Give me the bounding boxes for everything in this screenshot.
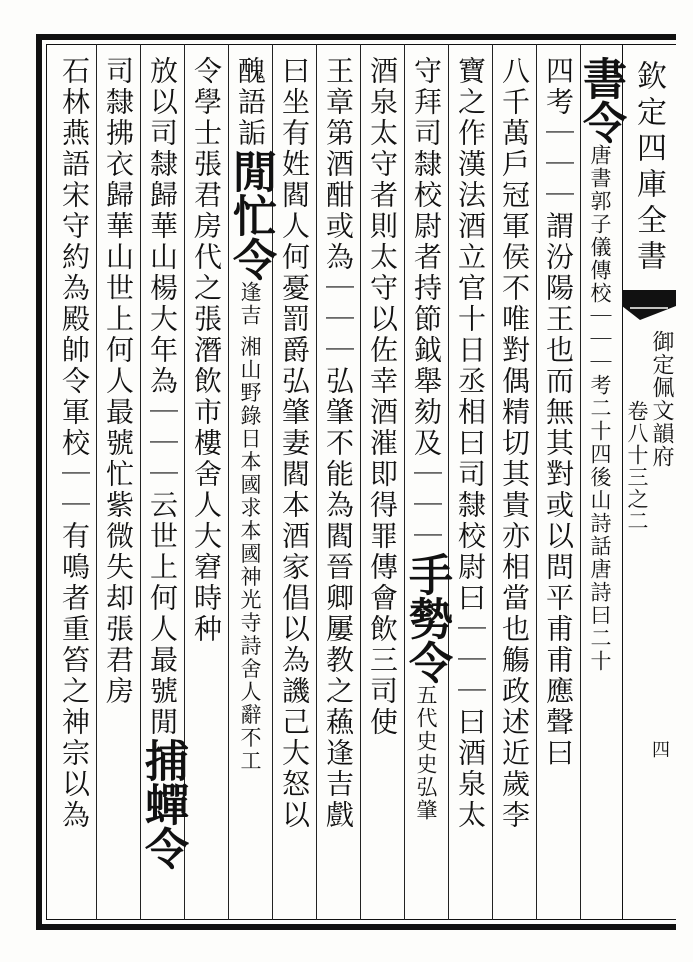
column-text: 王章第酒酣或為｜｜｜弘肇不能為閻晉卿屢教之蘓逢吉戲 xyxy=(322,56,355,831)
text-column xyxy=(575,56,626,918)
entry-heading: 閒忙令 xyxy=(225,149,276,281)
entry-heading: 手勢令 xyxy=(401,552,452,684)
column-text: 四考｜｜｜謂汾陽王也而無其對或以問平甫甫應聲曰 xyxy=(542,56,575,769)
text-column xyxy=(494,56,536,918)
entry-heading: 捕蟬令 xyxy=(137,738,188,870)
text-column xyxy=(225,56,276,918)
column-text: 石林燕語宋守約為殿帥令軍校｜｜有鳴者重笞之神宗以為 xyxy=(58,56,91,831)
page-number: 四 xyxy=(649,740,670,758)
text-column xyxy=(137,56,188,918)
column-text: 放以司隸歸華山楊大年為｜｜｜云世上何人最號閒 xyxy=(146,56,179,738)
text-column xyxy=(538,56,580,918)
entry-heading: 書令 xyxy=(575,56,626,144)
text-column xyxy=(186,56,228,918)
column-text: 八千萬戶冠軍侯不唯對偶精切其貴亦相當也觴政述近歲李 xyxy=(498,56,531,831)
column-text: 令學士張君房代之張潛飲市樓舍人大窘時种 xyxy=(190,56,223,645)
text-column xyxy=(401,56,452,918)
text-column xyxy=(318,56,360,918)
volume-label: 卷八十三之二 xyxy=(625,400,649,532)
column-text: 酒泉太守者則太守以佐幸酒漼即得罪傳會飲三司使 xyxy=(366,56,399,738)
column-text: 寶之作漢法酒立官十日丞相曰司隸校尉曰｜｜｜曰酒泉太 xyxy=(454,56,487,831)
fishtail-mark-icon xyxy=(622,290,676,322)
text-column xyxy=(98,56,140,918)
text-column xyxy=(274,56,316,918)
column-text: 醜語詬 xyxy=(234,56,267,149)
column-text: 司隸拂衣歸華山世上何人最號忙紫微失却張君房 xyxy=(102,56,135,707)
column-text: 守拜司隸校尉者持節鉞舉劾及｜｜｜ xyxy=(410,56,443,552)
text-column xyxy=(54,56,96,918)
column-text: 逢吉 湘山野錄日本國求本國神光寺詩舍人辭不工 xyxy=(238,281,262,773)
book-title: 欽定四庫全書 xyxy=(631,60,666,276)
text-column xyxy=(450,56,492,918)
text-column xyxy=(362,56,404,918)
book-subtitle: 御定佩文韻府 xyxy=(649,330,674,468)
column-text: 曰坐有姓閻人何憂罰爵弘肇妻閻本酒家倡以為譏己大怒以 xyxy=(278,56,311,831)
column-text: 唐書郭子儀傳校｜｜｜考二十四後山詩話唐詩曰二十 xyxy=(588,144,612,673)
column-text: 五代史史弘肇 xyxy=(414,684,438,822)
